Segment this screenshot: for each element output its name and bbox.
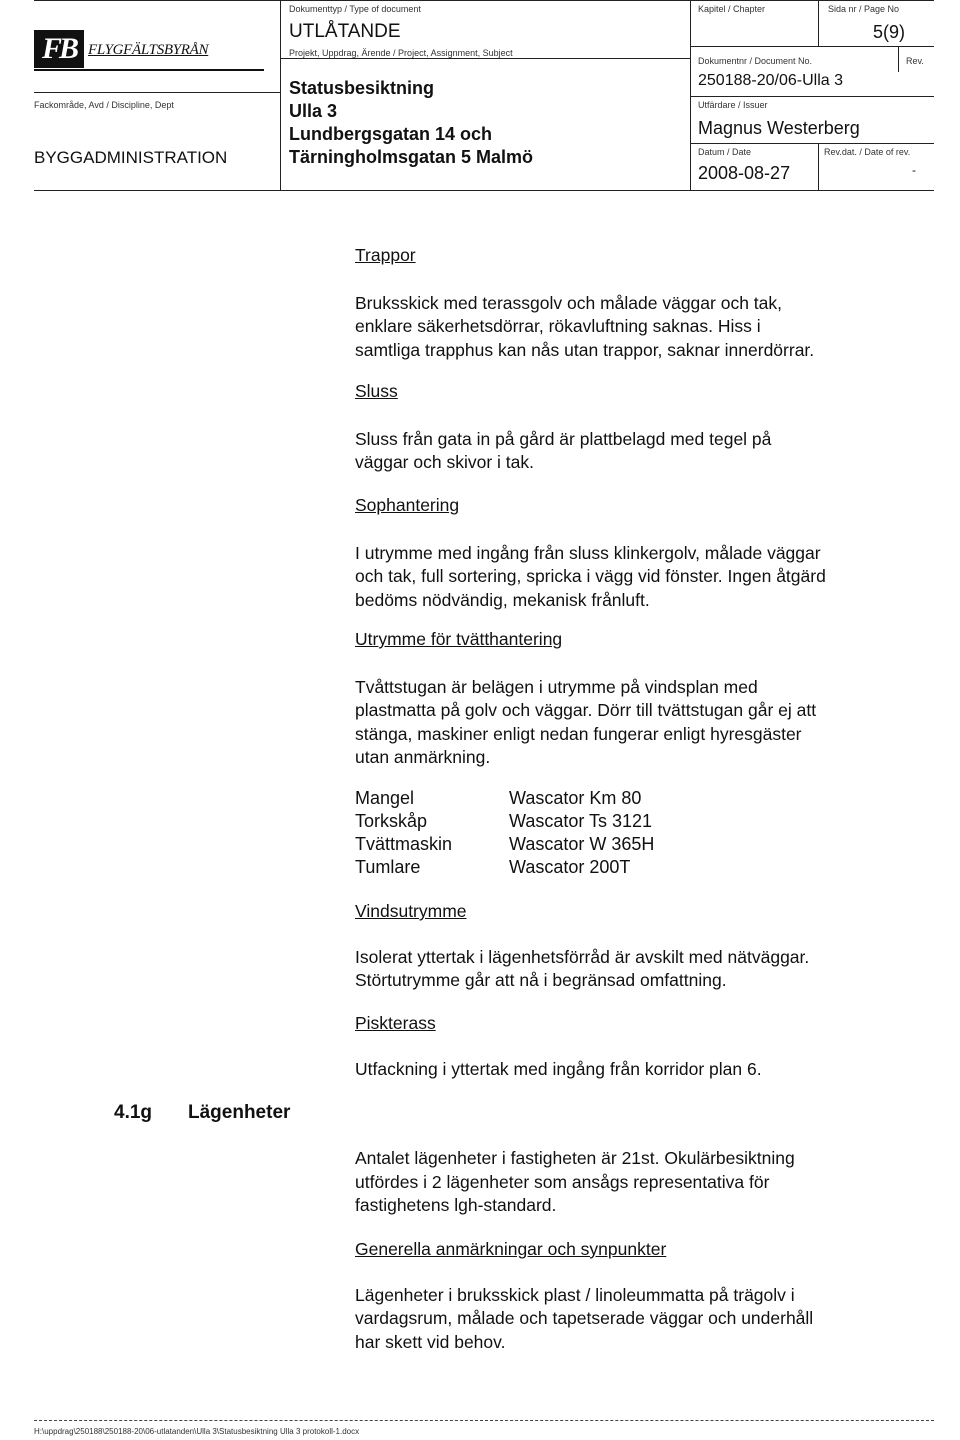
section-sluss (355, 380, 915, 475)
section-trappor (355, 244, 915, 362)
section-text (355, 1284, 915, 1355)
section-tvatthantering (355, 628, 915, 770)
section-sophantering (355, 494, 915, 612)
equipment-row (355, 833, 654, 856)
text-line: I utrymme med ingång från sluss klinkergolv, målade väggar (355, 542, 821, 563)
equipment-name: Mangel (355, 788, 415, 808)
text-line: stänga, maskiner enligt nedan fungerar enligt hyresgäster (355, 723, 802, 744)
discipline-label: Fackområde, Avd / Discipline, Dept (34, 100, 174, 110)
docno-value: 250188-20/06-Ulla 3 (698, 72, 843, 89)
text-line: och tak, full sortering, spricka i vägg vid fönster. Ingen åtgärd (355, 566, 826, 586)
header-divider-revdate (818, 143, 819, 190)
date-label: Datum / Date (698, 147, 752, 157)
section-heading: Sluss (355, 381, 398, 401)
section-heading: Generella anmärkningar och synpunkter (355, 1239, 667, 1259)
text-line: Tvåttstugan är belägen i utrymme på vindsplan med (355, 676, 758, 697)
issuer-value: Magnus Westerberg (698, 118, 860, 138)
header-line-doctype (280, 58, 690, 59)
text-line: har skett vid behov. (355, 1331, 506, 1352)
header-divider-right (690, 0, 691, 190)
section-heading: Utrymme för tvätthantering (355, 629, 563, 649)
section-text (355, 542, 915, 613)
logo-underline (34, 69, 264, 71)
text-line: Bruksskick med terassgolv och målade väggar och tak, (355, 292, 782, 313)
section-vindsutrymme (355, 900, 915, 993)
header-top-border (34, 0, 934, 1)
text-line: plastmatta på golv och väggar. Dörr till tvättstugan går ej att (355, 700, 817, 720)
text-line: samtliga trapphus kan nås utan trappor, saknar innerdörrar. (355, 339, 815, 360)
text-line: vardagsrum, målade och tapetserade väggar och underhåll (355, 1308, 814, 1328)
section-text (355, 428, 915, 475)
equipment-model: Wascator 200T (509, 857, 631, 877)
header-line-issuer (690, 143, 934, 144)
header-divider-rev (898, 46, 899, 72)
text-line: fastighetens lgh-standard. (355, 1195, 557, 1215)
text-line: Sluss från gata in på gård är plattbelagd med tegel på (355, 428, 772, 449)
header-divider-page (818, 0, 819, 46)
equipment-model: Wascator Ts 3121 (509, 811, 653, 831)
company-logo: FB (34, 30, 84, 68)
text-line: Störtutrymme går att nå i begränsad omfattning. (355, 970, 727, 990)
equipment-name: Tumlare (355, 857, 421, 877)
section-text (355, 292, 915, 363)
section-general-remarks (355, 1238, 915, 1354)
project-line-1: Statusbesiktning (289, 78, 435, 98)
header-bottom-border (34, 190, 934, 191)
section-heading: Piskterass (355, 1013, 436, 1033)
rev-label: Rev. (906, 56, 924, 66)
section-heading: Sophantering (355, 495, 460, 515)
text-line: utfördes i 2 lägenheter som ansågs representativa för (355, 1171, 770, 1192)
footer-divider (34, 1420, 934, 1421)
revdate-label: Rev.dat. / Date of rev. (824, 147, 911, 157)
equipment-model: Wascator W 365H (509, 834, 655, 854)
equipment-row (355, 787, 654, 810)
doctype-label: Dokumenttyp / Type of document (289, 4, 421, 14)
date-value: 2008-08-27 (698, 163, 791, 183)
text-line: bedöms nödvändig, mekanisk frånluft. (355, 589, 650, 610)
equipment-row (355, 856, 654, 879)
section-text (355, 676, 915, 770)
page-label: Sida nr / Page No (828, 4, 900, 14)
section-heading: Trappor (355, 245, 416, 265)
doctype-value: UTLÅTANDE (289, 21, 401, 42)
chapter-label: Kapitel / Chapter (698, 4, 766, 14)
header-divider-left (280, 0, 281, 190)
apartments-intro (355, 1147, 915, 1218)
text-line: väggar och skivor i tak. (355, 452, 534, 472)
issuer-label: Utfärdare / Issuer (698, 100, 768, 110)
text-line: utan anmärkning. (355, 747, 491, 767)
project-line-2: Ulla 3 (289, 101, 338, 121)
text-line: Utfackning i yttertak med ingång från korridor plan 6. (355, 1058, 762, 1079)
footer-file-path: H:\uppdrag\250188\250188-20\06-utlatanden\Ulla 3\Statusbesiktning Ulla 3 protokoll-1.docx (34, 1427, 360, 1436)
equipment-row (355, 810, 654, 833)
equipment-model: Wascator Km 80 (509, 788, 642, 808)
chapter-title: Lägenheter (188, 1102, 291, 1123)
project-line-4: Tärningholmsgatan 5 Malmö (289, 147, 534, 167)
text-line: Lägenheter i bruksskick plast / linoleummatta på trägolv i (355, 1284, 795, 1305)
project-label: Projekt, Uppdrag, Ärende / Project, Assignment, Subject (289, 48, 513, 58)
text-line: Antalet lägenheter i fastigheten är 21st. Okulärbesiktning (355, 1148, 795, 1168)
section-heading: Vindsutrymme (355, 901, 467, 921)
company-name: FLYGFÄLTSBYRÅN (88, 42, 209, 58)
equipment-name: Torkskåp (355, 811, 428, 831)
discipline-value: BYGGADMINISTRATION (34, 148, 228, 167)
chapter-number: 4.1g (114, 1102, 153, 1123)
page-value: 5(9) (873, 22, 906, 42)
docno-label: Dokumentnr / Document No. (698, 56, 813, 66)
equipment-name: Tvättmaskin (355, 834, 453, 854)
text-line: enklare säkerhetsdörrar, rökavluftning saknas. Hiss i (355, 316, 761, 336)
header-line-docno (690, 96, 934, 97)
section-text (355, 946, 915, 993)
text-line: Isolerat yttertak i lägenhetsförråd är avskilt med nätväggar. (355, 946, 810, 967)
section-text (355, 1147, 915, 1218)
header-line-logo (34, 92, 280, 93)
section-piskterass (355, 1012, 915, 1081)
section-text (355, 1058, 915, 1082)
revdate-value: - (912, 163, 916, 177)
equipment-list (355, 787, 654, 879)
project-line-3: Lundbergsgatan 14 och (289, 124, 493, 144)
